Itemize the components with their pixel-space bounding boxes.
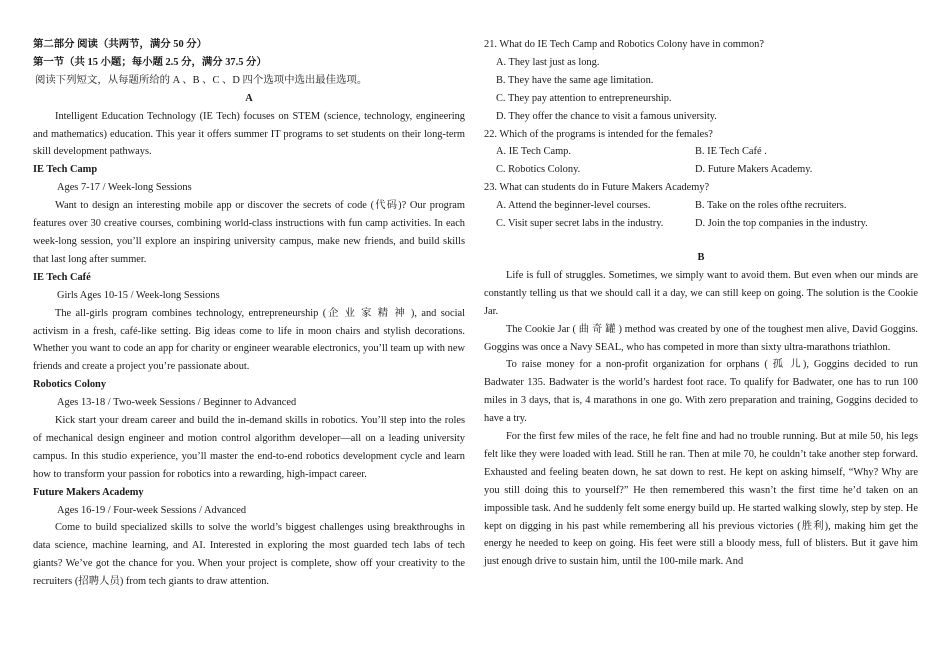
program-meta: Ages 7-17 / Week-long Sessions: [57, 182, 192, 194]
question-23-option-d: D. Join the top companies in the industry.: [695, 218, 868, 230]
program-body: Kick start your dream career and build the in-demand skills in robotics. You’ll step into the roles of mechanical design engineer and motion control algorithm developer—all on a leading university campus. In this studio experience, you’ll master the end-to-end robotics development cycle and learn how to transform your passion for robotics into a rewarding, high-impact career.: [33, 415, 465, 480]
passage-b-paragraph: To raise money for a non-profit organization for orphans ( 孤 儿), Goggins decided to run Badwater 135. Badwater is the world’s hardest foot race. To qualify for Badwater, one has to run 100 miles in 3 days, that is, 4 marathons in one go. With zero preparation and training, Goggins decided to have a try.: [484, 359, 918, 425]
question-23-options-row: [484, 197, 918, 215]
passage-a-label: A: [245, 92, 253, 104]
question-22-option-c: C. Robotics Colony.: [496, 164, 581, 176]
program-title: IE Tech Café: [33, 271, 91, 283]
question-21-option-c: C. They pay attention to entrepreneurship.: [496, 92, 672, 104]
question-23-option-a: A. Attend the beginner-level courses.: [496, 200, 651, 212]
program-title: IE Tech Camp: [33, 164, 98, 176]
right-column: [484, 36, 918, 571]
instruction-text: 阅读下列短文，从每题所给的 A 、B 、C 、D 四个选项中选出最佳选项。: [35, 74, 368, 86]
question-23-option-b: B. Take on the roles ofthe recruiters.: [695, 200, 847, 212]
question-23-options-row: [484, 215, 918, 233]
question-23-option-c: C. Visit super secret labs in the industry.: [496, 218, 664, 230]
question-21-option-b: B. They have the same age limitation.: [496, 74, 654, 86]
program-body: The all-girls program combines technology, entrepreneurship (企 业 家 精 神 ), and social activism in a fresh, café-like setting. Big ideas come to life in moon chairs and stylish decorations. Whether you want to code an app for charity or engineer wearable electronics, you’ll team up with new friends and create a project you’re passionate about.: [33, 307, 465, 373]
program-meta: Ages 13-18 / Two-week Sessions / Beginner to Advanced: [57, 397, 297, 409]
program-body: Come to build specialized skills to solve the world’s biggest challenges using breakthroughs in data science, machine learning, and AI. Interested in exploring the most guarded tech labs of tech giants? We’ve got the chance for you. When your project is complete, show off your creativity to the recruiters (招聘人员) from tech giants to draw attention.: [33, 522, 465, 588]
question-22-option-b: B. IE Tech Café .: [695, 146, 767, 158]
section-heading: 第一节（共 15 小题；每小题 2.5 分，满分 37.5 分）: [33, 56, 267, 68]
program-title: Robotics Colony: [33, 379, 107, 391]
question-23-stem: 23. What can students do in Future Makers Academy?: [484, 182, 710, 194]
passage-b-label: B: [697, 251, 705, 263]
question-21-option-a: A. They last just as long.: [496, 56, 600, 68]
question-22-options-row: [484, 161, 918, 179]
question-22-stem: 22. Which of the programs is intended for the females?: [484, 128, 713, 140]
passage-a-intro: Intelligent Education Technology (IE Tech) focuses on STEM (science, technology, engineering and mathematics) education. This year it offers summer IT programs to set students on their long-term skill development pathways.: [33, 110, 465, 158]
question-22-option-d: D. Future Makers Academy.: [695, 164, 813, 176]
program-meta: Girls Ages 10-15 / Week-long Sessions: [57, 289, 220, 301]
part-heading: 第二部分 阅读（共两节，满分 50 分）: [33, 39, 208, 50]
passage-b-paragraph: Life is full of struggles. Sometimes, we simply want to avoid them. But even when our minds are constantly telling us that we should call it a day, we can still keep on going. The solution is the Cookie Jar.: [484, 269, 918, 317]
program-meta: Ages 16-19 / Four-week Sessions / Advanced: [57, 504, 247, 516]
question-21-option-d: D. They offer the chance to visit a famous university.: [496, 110, 717, 122]
spacer: [484, 233, 918, 249]
passage-b-paragraph: For the first few miles of the race, he felt fine and had no trouble running. But at mile 50, his legs felt like they were loaded with lead. Still he ran. Then at mile 70, he couldn’t take another step forward. Exhausted and feeling beaten down, he sat down to rest. He kept on asking himself, “Why? Why are you still doing this to yourself?” He then remembered this wasn’t the first time he’d taken on an impossible task. And he suddenly felt some energy build up. He started walking slowly, step by step. He kept on digging in his past while remembering all his previous victories (胜利), making him get the energy he needed to keep on going. His feet were still a bloody mess, full of blisters. But it gave him just enough drive to sustain him, until the 100-mile mark. And: [484, 431, 918, 568]
question-22-option-a: A. IE Tech Camp.: [496, 146, 571, 158]
left-column: [33, 36, 465, 591]
program-body: Want to design an interesting mobile app or discover the secrets of code (代码)? Our program features over 30 creative courses, combining world-class instructions with fun camp activities. In each week-long session, you’ll explore an inspiring university campus, make new friends, and build skills that last long after summer.: [33, 200, 465, 265]
question-21-stem: 21. What do IE Tech Camp and Robotics Colony have in common?: [484, 39, 764, 50]
question-22-options-row: [484, 143, 918, 161]
program-title: Future Makers Academy: [33, 486, 144, 498]
passage-b-paragraph: The Cookie Jar ( 曲 奇 罐 ) method was created by one of the toughest men alive, David Goggins. Goggins was once a Navy SEAL, who has competed in more than sixty ultra-marathons triathlon.: [484, 323, 918, 353]
